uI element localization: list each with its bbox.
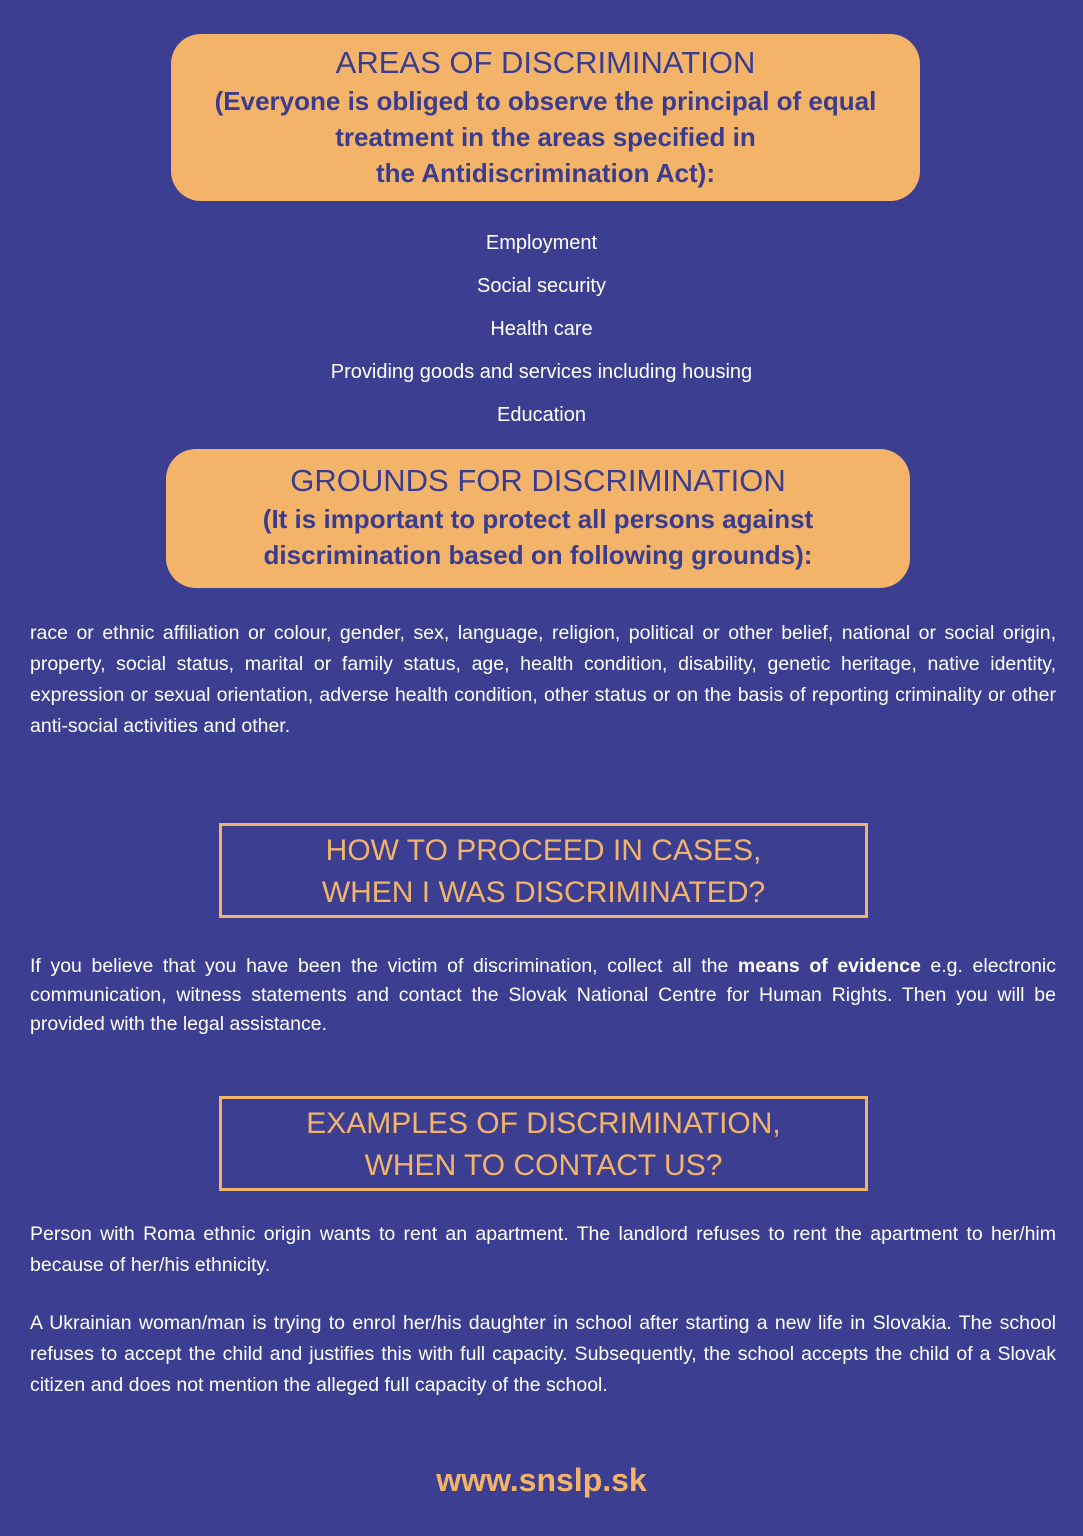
examples-title-line: EXAMPLES OF DISCRIMINATION, bbox=[306, 1107, 781, 1140]
list-item: Providing goods and services including housing bbox=[330, 361, 753, 383]
list-item: Education bbox=[497, 404, 586, 426]
grounds-header-box bbox=[166, 449, 910, 588]
areas-title: AREAS OF DISCRIMINATION bbox=[335, 45, 756, 80]
example-paragraph: Person with Roma ethnic origin wants to rent an apartment. The landlord refuses to rent the apartment to her/him because of her/his ethnicity. bbox=[30, 1223, 1056, 1276]
areas-subtitle-line: (Everyone is obliged to observe the principal of equal bbox=[214, 86, 877, 116]
areas-subtitle-line: the Antidiscrimination Act): bbox=[376, 158, 715, 188]
example-paragraph: A Ukrainian woman/man is trying to enrol her/his daughter in school after starting a new life in Slovakia. The school refuses to accept the child and justifies this with full capacity. Subsequently, the school accepts the child of a Slovak citizen and does not mention the alleged full capacity of the school. bbox=[30, 1312, 1056, 1396]
grounds-subtitle-line: discrimination based on following grounds): bbox=[263, 540, 813, 570]
list-item: Social security bbox=[477, 275, 606, 297]
areas-list bbox=[0, 222, 1083, 437]
proceed-title-line: WHEN I WAS DISCRIMINATED? bbox=[321, 876, 766, 909]
grounds-title: GROUNDS FOR DISCRIMINATION bbox=[290, 463, 786, 498]
examples-title-line: WHEN TO CONTACT US? bbox=[364, 1149, 723, 1182]
proceed-text-before: If you believe that you have been the victim of discrimination, collect all the bbox=[30, 955, 738, 977]
areas-subtitle-line: treatment in the areas specified in bbox=[335, 122, 756, 152]
examples-header-box bbox=[219, 1096, 868, 1191]
areas-header-box bbox=[171, 34, 920, 201]
proceed-text-after: e.g. electronic communication, witness statements and contact the Slovak National Centre for Human Rights. Then you will be provided with the legal assistance. bbox=[30, 955, 1056, 1035]
list-item: Employment bbox=[485, 232, 598, 254]
means-of-evidence-emphasis: means of evidence bbox=[737, 955, 921, 977]
grounds-paragraph: race or ethnic affiliation or colour, gender, sex, language, religion, political or other belief, national or social origin, property, social status, marital or family status, age, health condition, disability, genetic heritage, native identity, expression or sexual orientation, adverse health condition, other status or on the basis of reporting criminality or other anti-social activities and other. bbox=[30, 622, 1056, 737]
list-item: Health care bbox=[490, 318, 593, 340]
proceed-paragraph bbox=[30, 952, 1056, 1039]
proceed-title-line: HOW TO PROCEED IN CASES, bbox=[325, 834, 762, 867]
grounds-subtitle-line: (It is important to protect all persons against bbox=[262, 504, 814, 534]
proceed-header-box bbox=[219, 823, 868, 918]
website-link[interactable]: www.snslp.sk bbox=[436, 1462, 647, 1498]
